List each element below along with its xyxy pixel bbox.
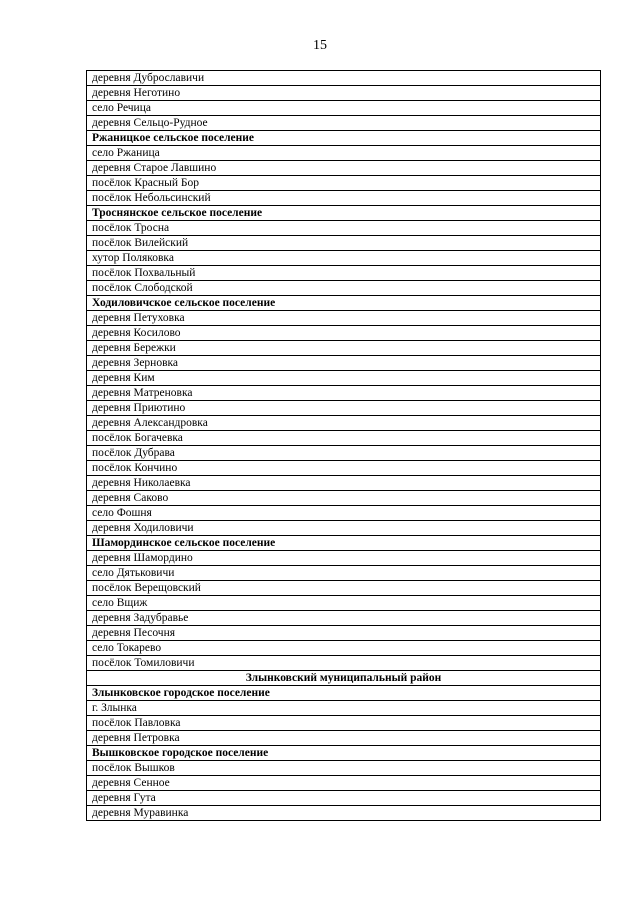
section-title: Ржаницкое сельское поселение — [87, 131, 601, 146]
settlement-row — [87, 461, 601, 476]
settlements-table-body — [87, 71, 601, 821]
settlement-name: посёлок Дубрава — [87, 446, 601, 461]
settlement-row — [87, 386, 601, 401]
section-title: Шамординское сельское поселение — [87, 536, 601, 551]
settlement-row — [87, 431, 601, 446]
settlement-row — [87, 356, 601, 371]
settlement-section-row — [87, 131, 601, 146]
settlement-row — [87, 581, 601, 596]
settlement-row — [87, 221, 601, 236]
settlement-row — [87, 161, 601, 176]
section-title: Троснянское сельское поселение — [87, 206, 601, 221]
settlement-row — [87, 491, 601, 506]
settlement-name: посёлок Слободской — [87, 281, 601, 296]
settlement-row — [87, 176, 601, 191]
settlement-name: деревня Задубравье — [87, 611, 601, 626]
settlement-section-row — [87, 206, 601, 221]
settlement-name: посёлок Вышков — [87, 761, 601, 776]
settlement-row — [87, 716, 601, 731]
settlement-row — [87, 611, 601, 626]
settlement-name: деревня Шамордино — [87, 551, 601, 566]
settlement-row — [87, 86, 601, 101]
settlements-table — [86, 70, 601, 821]
settlement-row — [87, 761, 601, 776]
settlement-name: село Речица — [87, 101, 601, 116]
settlement-name: село Фошня — [87, 506, 601, 521]
settlement-name: деревня Приютино — [87, 401, 601, 416]
settlement-name: деревня Зерновка — [87, 356, 601, 371]
settlement-row — [87, 476, 601, 491]
settlement-row — [87, 236, 601, 251]
section-title: Вышковское городское поселение — [87, 746, 601, 761]
settlement-name: деревня Матреновка — [87, 386, 601, 401]
settlement-row — [87, 311, 601, 326]
settlement-name: посёлок Павловка — [87, 716, 601, 731]
settlement-row — [87, 116, 601, 131]
section-title: Ходиловичское сельское поселение — [87, 296, 601, 311]
settlement-name: деревня Старое Лавшино — [87, 161, 601, 176]
settlement-row — [87, 776, 601, 791]
settlement-section-row — [87, 296, 601, 311]
settlement-row — [87, 521, 601, 536]
settlement-row — [87, 71, 601, 86]
settlement-row — [87, 551, 601, 566]
settlement-name: деревня Александровка — [87, 416, 601, 431]
settlement-name: деревня Сенное — [87, 776, 601, 791]
settlement-name: посёлок Вилейский — [87, 236, 601, 251]
settlement-row — [87, 251, 601, 266]
settlement-name: г. Злынка — [87, 701, 601, 716]
settlement-row — [87, 791, 601, 806]
settlement-section-row — [87, 686, 601, 701]
settlement-name: хутор Поляковка — [87, 251, 601, 266]
settlement-row — [87, 731, 601, 746]
settlement-name: посёлок Кончино — [87, 461, 601, 476]
settlement-name: деревня Ким — [87, 371, 601, 386]
settlement-row — [87, 401, 601, 416]
settlement-name: деревня Неготино — [87, 86, 601, 101]
settlement-row — [87, 341, 601, 356]
settlement-name: деревня Сельцо-Рудное — [87, 116, 601, 131]
settlement-name: село Ржаница — [87, 146, 601, 161]
settlement-row — [87, 416, 601, 431]
district-row — [87, 671, 601, 686]
settlement-name: деревня Саково — [87, 491, 601, 506]
page-number: 15 — [313, 38, 327, 53]
settlement-row — [87, 146, 601, 161]
settlement-name: деревня Дуброславичи — [87, 71, 601, 86]
settlement-name: посёлок Томиловичи — [87, 656, 601, 671]
settlement-row — [87, 101, 601, 116]
settlement-name: деревня Песочня — [87, 626, 601, 641]
settlement-row — [87, 626, 601, 641]
settlement-name: деревня Петровка — [87, 731, 601, 746]
settlement-name: деревня Гута — [87, 791, 601, 806]
settlement-row — [87, 806, 601, 821]
settlement-name: посёлок Похвальный — [87, 266, 601, 281]
settlement-row — [87, 326, 601, 341]
settlement-row — [87, 566, 601, 581]
settlement-row — [87, 371, 601, 386]
settlement-name: село Токарево — [87, 641, 601, 656]
settlement-row — [87, 596, 601, 611]
settlement-name: посёлок Богачевка — [87, 431, 601, 446]
section-title: Злынковское городское поселение — [87, 686, 601, 701]
settlement-section-row — [87, 746, 601, 761]
settlement-name: деревня Петуховка — [87, 311, 601, 326]
settlement-name: деревня Бережки — [87, 341, 601, 356]
settlement-row — [87, 701, 601, 716]
settlement-name: село Вщиж — [87, 596, 601, 611]
settlement-name: посёлок Верещовский — [87, 581, 601, 596]
settlement-name: село Дятьковичи — [87, 566, 601, 581]
settlement-name: посёлок Тросна — [87, 221, 601, 236]
settlement-name: деревня Муравинка — [87, 806, 601, 821]
settlement-row — [87, 656, 601, 671]
settlement-row — [87, 641, 601, 656]
settlement-name: посёлок Небольсинский — [87, 191, 601, 206]
settlement-section-row — [87, 536, 601, 551]
settlement-name: деревня Ходиловичи — [87, 521, 601, 536]
settlement-name: посёлок Красный Бор — [87, 176, 601, 191]
settlement-name: деревня Николаевка — [87, 476, 601, 491]
settlement-row — [87, 446, 601, 461]
settlement-row — [87, 266, 601, 281]
settlement-row — [87, 506, 601, 521]
settlement-name: деревня Косилово — [87, 326, 601, 341]
settlement-row — [87, 191, 601, 206]
district-title: Злынковский муниципальный район — [87, 671, 601, 686]
settlement-row — [87, 281, 601, 296]
